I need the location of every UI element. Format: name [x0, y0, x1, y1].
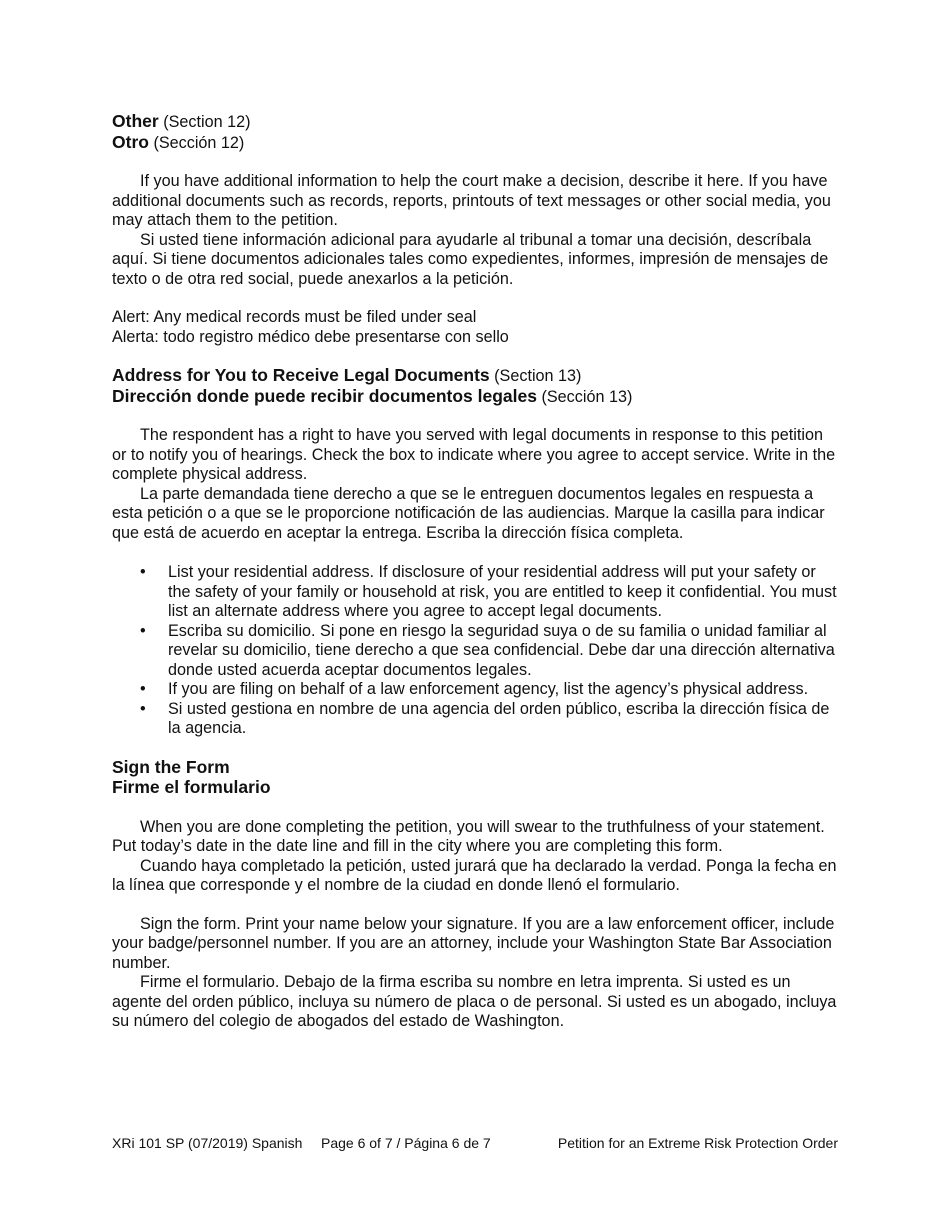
sign-paragraph2-es: Firme el formulario. Debajo de la firma escriba su nombre en letra imprenta. Si usted es un agente del orden público, incluya su número de placa o de personal. Si usted es un abogado, incluya su número del colegio de abogados del estado de Washington.	[112, 973, 837, 1030]
sign-paragraph2-en: Sign the form. Print your name below your signature. If you are a law enforcement officer, include your badge/personnel number. If you are an attorney, include your Washington State Bar Association number.	[112, 914, 835, 972]
address-bullet-list	[112, 563, 840, 739]
list-item: • List your residential address. If disclosure of your residential address will put your safety or the safety of your family or household at risk, you are entitled to keep it confidential. You must list an alternate address where you agree to accept legal documents.	[112, 563, 840, 622]
sign-paragraph1-en: When you are done completing the petition, you will swear to the truthfulness of your statement. Put today’s date in the date line and fill in the city where you are completing this form.	[112, 817, 825, 855]
alert-en: Alert: Any medical records must be filed under seal	[112, 308, 477, 326]
list-item: • Escriba su domicilio. Si pone en riesgo la seguridad suya o de su familia o unidad familiar al revelar su domicilio, tiene derecho a que sea confidencial. Debe dar una dirección alternativa donde usted acuerda aceptar documentos legales.	[112, 622, 840, 681]
other-title-es: Otro	[112, 131, 149, 152]
sign-title-en: Sign the Form	[112, 756, 230, 777]
address-paragraph-es: La parte demandada tiene derecho a que se le entreguen documentos legales en respuesta a esta petición o a que se le proporcione notificación de las audiencias. Marque la casilla para indicar que está de acuerdo en aceptar la entrega. Escriba la dirección física completa.	[112, 484, 825, 542]
sign-heading-en	[112, 758, 840, 779]
footer-form-id: XRi 101 SP (07/2019) Spanish	[112, 1135, 303, 1151]
document-page	[112, 112, 840, 1032]
address-section-en: (Section 13)	[494, 367, 582, 385]
sign-paragraph1-es: Cuando haya completado la petición, usted jurará que ha declarado la verdad. Ponga la fecha en la línea que corresponde y el nombre de la ciudad en donde llenó el formulario.	[112, 856, 837, 894]
list-item: • If you are filing on behalf of a law enforcement agency, list the agency’s physical address.	[112, 680, 840, 700]
address-paragraph-en: The respondent has a right to have you served with legal documents in response to this petition or to notify you of hearings. Check the box to indicate where you agree to accept service. Write in the complete physical address.	[112, 426, 836, 483]
other-section-en: (Section 12)	[163, 113, 251, 131]
other-heading-en	[112, 112, 840, 133]
other-section-es: (Sección 12)	[153, 133, 245, 152]
address-heading-es	[112, 387, 840, 408]
footer-form-title: Petition for an Extreme Risk Protection Order	[557, 1135, 838, 1151]
address-heading-en	[112, 366, 840, 387]
sign-title-es: Firme el formulario	[112, 777, 271, 797]
sign-heading-es	[112, 778, 840, 799]
footer-page-number: Page 6 of 7 / Página 6 de 7	[321, 1135, 491, 1151]
address-section-es: (Sección 13)	[541, 387, 633, 406]
address-title-es: Dirección donde puede recibir documentos legales	[112, 385, 537, 406]
list-item: • Si usted gestiona en nombre de una agencia del orden público, escriba la dirección física de la agencia.	[112, 700, 840, 739]
other-title-en: Other	[112, 111, 159, 131]
other-paragraph-es: Si usted tiene información adicional para ayudarle al tribunal a tomar una decisión, descríbala aquí. Si tiene documentos adicionales tales como expedientes, informes, impresión de mensajes de texto o de otra red social, puede anexarlos a la petición.	[112, 230, 829, 288]
other-paragraph-en: If you have additional information to help the court make a decision, describe it here. If you have additional documents such as records, reports, printouts of text messages or other social media, you may attach them to the petition.	[112, 172, 831, 229]
alert-es: Alerta: todo registro médico debe presentarse con sello	[112, 327, 509, 346]
other-heading-es	[112, 133, 840, 154]
address-title-en: Address for You to Receive Legal Documents	[112, 365, 490, 385]
